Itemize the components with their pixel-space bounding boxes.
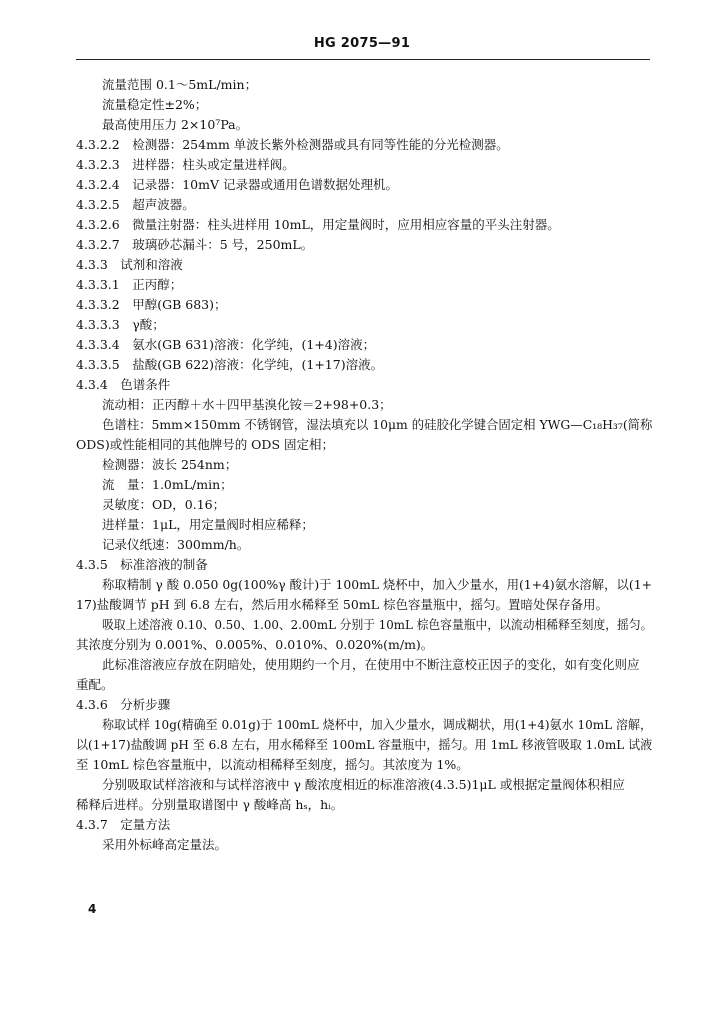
text-line: 其浓度分别为 0.001%、0.005%、0.010%、0.020%(m/m)。 xyxy=(76,637,434,652)
text-line: 吸取上述溶液 0.10、0.50、1.00、2.00mL 分别于 10mL 棕色容量瓶中，以流动相稀释至刻度，摇匀。 xyxy=(102,617,653,632)
clause-line: 4.3.3.3 γ酸； xyxy=(76,317,165,332)
text-line: 流动相：正丙醇＋水＋四甲基溴化铵＝2+98+0.3； xyxy=(102,397,392,412)
text-line: 此标准溶液应存放在阴暗处，使用期约一个月，在使用中不断注意校正因子的变化，如有变化则应 xyxy=(102,657,640,672)
text-line: 色谱柱：5mm×150mm 不锈钢管，湿法填充以 10μm 的硅胶化学键合固定相 YWG—C₁₈H₃₇(简称 xyxy=(102,417,653,432)
clause-line: 4.3.2.6 微量注射器：柱头进样用 10mL，用定量阀时，应用相应容量的平头注射器。 xyxy=(76,217,560,232)
clause-line: 4.3.2.5 超声波器。 xyxy=(76,197,195,212)
text-line: 流量稳定性±2%； xyxy=(102,97,208,112)
text-line: 称取精制 γ 酸 0.050 0g(100%γ 酸计)于 100mL 烧杯中，加入少量水，用(1+4)氨水溶解，以(1+ xyxy=(102,577,652,592)
clause-line: 4.3.2.4 记录器：10mV 记录器或通用色谱数据处理机。 xyxy=(76,177,398,192)
text-line: 记录仪纸速：300mm/h。 xyxy=(102,537,250,552)
text-line: 检测器：波长 254nm； xyxy=(102,457,238,472)
text-line: 以(1+17)盐酸调 pH 至 6.8 左右，用水稀释至 100mL 容量瓶中，摇匀。用 1mL 移液管吸取 1.0mL 试液 xyxy=(76,737,653,752)
text-line: 17)盐酸调节 pH 到 6.8 左右，然后用水稀释至 50mL 棕色容量瓶中，摇匀。置暗处保存备用。 xyxy=(76,597,608,612)
header-rule xyxy=(76,59,650,60)
clause-line: 4.3.3.2 甲醇(GB 683)； xyxy=(76,297,227,312)
text-line: 重配。 xyxy=(76,677,114,692)
section-heading: 4.3.6 分析步骤 xyxy=(76,697,171,712)
text-line: 采用外标峰高定量法。 xyxy=(102,837,228,852)
text-line: 稀释后进样。分别量取谱图中 γ 酸峰高 hₛ，hᵢ。 xyxy=(76,797,344,812)
text-line: 分别吸取试样溶液和与试样溶液中 γ 酸浓度相近的标准溶液(4.3.5)1μL 或根据定量阀体积相应 xyxy=(102,777,625,792)
section-heading: 4.3.3 试剂和溶液 xyxy=(76,257,183,272)
section-heading: 4.3.5 标准溶液的制备 xyxy=(76,557,208,572)
section-heading: 4.3.7 定量方法 xyxy=(76,817,171,832)
text-line: ODS)或性能相同的其他牌号的 ODS 固定相； xyxy=(76,437,334,452)
text-line: 最高使用压力 2×10⁷Pa。 xyxy=(102,117,249,132)
clause-line: 4.3.2.3 进样器：柱头或定量进样阀。 xyxy=(76,157,295,172)
standard-code-header: HG 2075—91 xyxy=(313,36,411,51)
section-heading: 4.3.4 色谱条件 xyxy=(76,377,171,392)
page-number: 4 xyxy=(88,902,97,916)
text-line: 流量范围 0.1～5mL/min； xyxy=(102,77,258,92)
text-line: 进样量：1μL，用定量阀时相应稀释； xyxy=(102,517,314,532)
text-line: 灵敏度：OD，0.16； xyxy=(102,497,226,512)
text-line: 称取试样 10g(精确至 0.01g)于 100mL 烧杯中，加入少量水，调成糊状，用(1+4)氨水 10mL 溶解， xyxy=(102,717,653,732)
text-line: 至 10mL 棕色容量瓶中，以流动相稀释至刻度，摇匀。其浓度为 1%。 xyxy=(76,757,469,772)
text-line: 流 量：1.0mL/min； xyxy=(102,477,233,492)
clause-line: 4.3.3.4 氨水(GB 631)溶液：化学纯，(1+4)溶液； xyxy=(76,337,376,352)
clause-line: 4.3.3.5 盐酸(GB 622)溶液：化学纯，(1+17)溶液。 xyxy=(76,357,384,372)
clause-line: 4.3.2.7 玻璃砂芯漏斗：5 号，250mL。 xyxy=(76,237,314,252)
clause-line: 4.3.3.1 正丙醇； xyxy=(76,277,183,292)
clause-line: 4.3.2.2 检测器：254mm 单波长紫外检测器或具有同等性能的分光检测器。 xyxy=(76,137,509,152)
